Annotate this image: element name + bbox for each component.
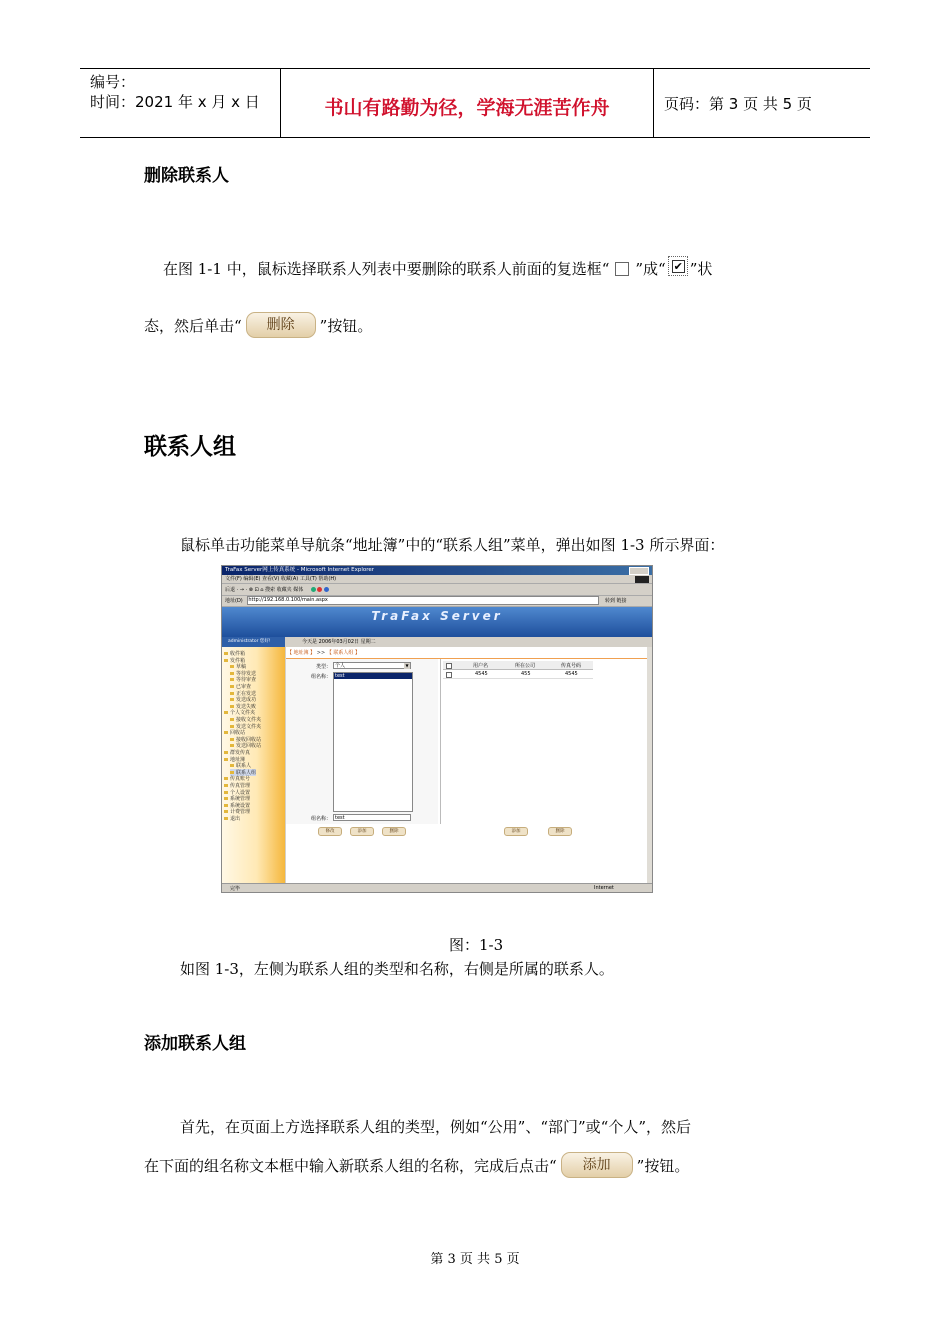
sidebar-item[interactable]: 退出 xyxy=(224,815,240,822)
checkbox-unchecked-icon xyxy=(615,262,629,276)
sidebar-item[interactable]: 计费管理 xyxy=(224,808,250,815)
breadcrumb-item[interactable]: 【 地址簿 】 xyxy=(287,650,316,656)
sidebar-item[interactable]: 联系人 xyxy=(230,762,251,769)
group-name-label: 组名称： xyxy=(311,816,332,822)
address-input[interactable]: http://192.168.0.100/main.aspx xyxy=(247,596,599,605)
breadcrumb-separator: >> xyxy=(316,650,326,656)
sidebar-nav xyxy=(222,647,285,883)
sidebar-item[interactable]: 已审查 xyxy=(230,683,251,690)
group-panel xyxy=(286,659,438,824)
motto: 书山有路勤为径，学海无涯苦作舟 xyxy=(324,97,610,119)
add-button[interactable]: 添加 xyxy=(350,827,374,836)
document-time: 时间：2021 年 x 月 x 日 xyxy=(90,93,260,111)
table-row[interactable] xyxy=(443,670,593,679)
text-segment: ”状 xyxy=(689,260,713,278)
sidebar-item[interactable]: 发送成功 xyxy=(230,696,256,703)
banner-logo: TraFax Server xyxy=(371,609,503,623)
sidebar-item[interactable]: 发送回收站 xyxy=(230,742,261,749)
chevron-down-icon: ▼ xyxy=(405,663,409,668)
add-paragraph-line1: 首先，在页面上方选择联系人组的类型，例如“公用”、“部门”或“个人”，然后 xyxy=(180,1118,692,1136)
sidebar-item[interactable]: 个人设置 xyxy=(224,789,250,796)
breadcrumb xyxy=(287,649,360,656)
page-footer: 第 3 页 共 5 页 xyxy=(430,1252,520,1267)
add-button-image: 添加 xyxy=(561,1152,633,1178)
sidebar-item[interactable]: 正在发送 xyxy=(230,690,256,697)
checkbox-checked-icon: ✔ xyxy=(668,256,688,276)
header-right-cell xyxy=(654,69,870,137)
text-segment: 在下面的组名称文本框中输入新联系人组的名称，完成后点击“ xyxy=(144,1157,557,1175)
add-contact-button[interactable]: 添加 xyxy=(504,827,528,836)
sidebar-item[interactable]: 接收文件夹 xyxy=(230,716,261,723)
sidebar-item[interactable]: 群发传真 xyxy=(224,749,250,756)
table-header xyxy=(443,661,593,670)
table-cell: 455 xyxy=(521,671,531,677)
user-greeting: administrator 您好! xyxy=(222,637,285,647)
group-name-input[interactable]: test xyxy=(333,814,411,821)
sidebar-item[interactable]: 联系人组 xyxy=(230,769,256,776)
page-indicator: 页码：第 3 页 共 5 页 xyxy=(664,95,812,113)
panel-divider xyxy=(440,659,441,824)
figure-caption: 图：1-3 xyxy=(449,936,504,954)
address-bar xyxy=(222,596,652,607)
text-segment: 态，然后单击“ xyxy=(144,317,242,335)
sidebar-item[interactable]: 发件箱 xyxy=(224,657,245,664)
windows-logo-icon xyxy=(635,576,649,583)
group-list-item[interactable]: test xyxy=(334,673,412,679)
sidebar-item[interactable]: 发送文件夹 xyxy=(230,723,261,730)
sidebar-item[interactable]: 回收站 xyxy=(224,729,245,736)
type-label: 类型： xyxy=(316,664,332,670)
status-text: 完毕 xyxy=(230,886,241,892)
column-header: 所在公司 xyxy=(515,663,536,669)
toolbar-icons[interactable] xyxy=(311,584,329,596)
group-list-label: 组名称： xyxy=(311,674,332,680)
date-label: 今天是 2006年03月02日 星期二 xyxy=(302,639,376,645)
contacts-table xyxy=(443,661,593,679)
delete-paragraph-line2 xyxy=(144,312,372,338)
toolbar[interactable] xyxy=(222,584,652,596)
row-checkbox[interactable] xyxy=(446,672,452,678)
figure-description: 如图 1-3，左侧为联系人组的类型和名称，右侧是所属的联系人。 xyxy=(180,960,614,978)
window-titlebar: TraFax Server网上传真系统 - Microsoft Internet Explorer xyxy=(222,566,652,575)
text-segment: 在图 1-1 中，鼠标选择联系人列表中要删除的联系人前面的复选框“ xyxy=(163,260,610,278)
delete-button[interactable]: 删除 xyxy=(382,827,406,836)
page-header xyxy=(80,68,870,138)
menu-bar[interactable]: 文件(F) 编辑(E) 查看(V) 收藏(A) 工具(T) 帮助(H) xyxy=(222,575,652,584)
text-segment: ”按钮。 xyxy=(319,317,373,335)
section-title-add-group: 添加联系人组 xyxy=(144,1034,246,1054)
sidebar-item[interactable]: 传真账号 xyxy=(224,775,250,782)
sidebar-item[interactable]: 地址簿 xyxy=(224,756,245,763)
header-left-cell xyxy=(80,69,281,137)
text-segment: ”按钮。 xyxy=(636,1157,690,1175)
group-list[interactable] xyxy=(333,672,413,812)
sidebar-item[interactable]: 接收回收站 xyxy=(230,736,261,743)
sidebar-item[interactable]: 发送失败 xyxy=(230,703,256,710)
section-title-delete: 删除联系人 xyxy=(144,166,229,186)
section-title-groups: 联系人组 xyxy=(144,434,236,460)
window-controls-icon[interactable] xyxy=(629,567,649,575)
vertical-scrollbar[interactable] xyxy=(647,647,652,883)
delete-paragraph-line1 xyxy=(163,256,712,279)
toolbar-label: 后退 · → · ⊗ ⊡ ⌂ 搜索 收藏夹 媒体 xyxy=(225,587,304,593)
delete-contact-button[interactable]: 删除 xyxy=(548,827,572,836)
sidebar-item[interactable]: 传真管理 xyxy=(224,782,250,789)
go-button[interactable]: 转到 链接 xyxy=(604,598,627,604)
sidebar-item[interactable]: 系统设置 xyxy=(224,802,250,809)
document-number: 编号： xyxy=(90,73,136,91)
sidebar-item[interactable]: 系统管理 xyxy=(224,795,250,802)
main-panel xyxy=(286,647,647,883)
sidebar-item[interactable]: 等待发送 xyxy=(230,670,256,677)
app-banner xyxy=(222,607,652,637)
type-select[interactable] xyxy=(333,662,411,669)
column-header: 传真号码 xyxy=(561,663,582,669)
sidebar-item[interactable]: 个人文件夹 xyxy=(224,709,255,716)
breadcrumb-item[interactable]: 【 联系人组 】 xyxy=(326,650,360,656)
sidebar-item[interactable]: 草稿 xyxy=(230,663,246,670)
sidebar-item[interactable]: 收件箱 xyxy=(224,650,245,657)
figure-screenshot xyxy=(221,565,653,893)
sidebar-item[interactable]: 等待审查 xyxy=(230,676,256,683)
status-zone: Internet xyxy=(594,885,614,891)
group-intro-paragraph: 鼠标单击功能菜单导航条“地址簿”中的“联系人组”菜单，弹出如图 1-3 所示界面： xyxy=(180,536,725,554)
address-label: 地址(D) xyxy=(225,598,243,604)
column-header: 用户名 xyxy=(473,663,489,669)
text-segment: ”成“ xyxy=(635,260,666,278)
status-bar xyxy=(222,883,652,893)
select-all-checkbox[interactable] xyxy=(446,663,452,669)
add-paragraph-line2 xyxy=(144,1152,689,1178)
type-select-value: 个人 xyxy=(335,663,346,669)
table-cell: 4545 xyxy=(475,671,488,677)
table-cell: 4545 xyxy=(565,671,578,677)
header-center-cell xyxy=(281,69,654,137)
delete-button-image: 删除 xyxy=(246,312,316,338)
modify-button[interactable]: 修改 xyxy=(318,827,342,836)
